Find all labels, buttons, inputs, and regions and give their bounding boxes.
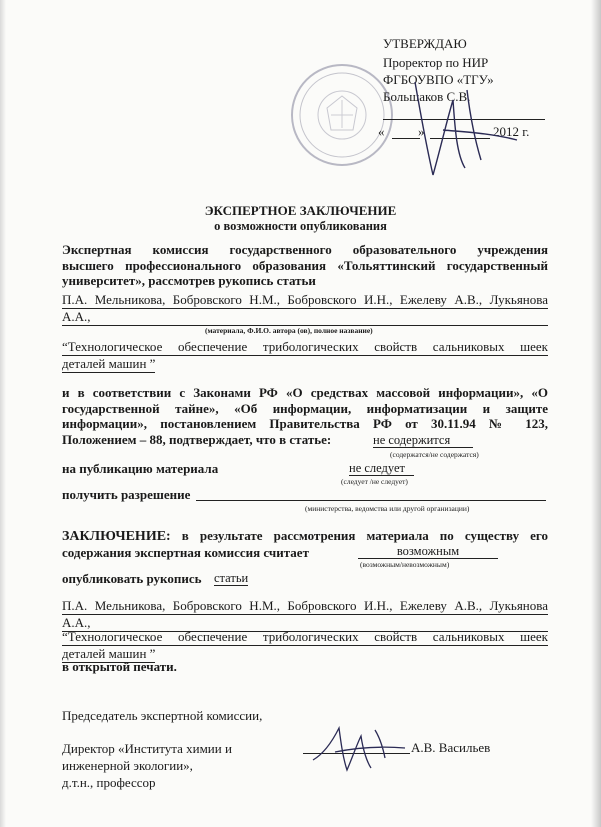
publication-value: не следует — [349, 461, 414, 476]
publish-value: статьи — [214, 571, 249, 585]
director-line-1: Директор «Института химии и — [62, 741, 232, 756]
publication-label: на публикацию материала — [62, 461, 219, 476]
permission-blank-line — [196, 500, 546, 501]
authors-line-1: П.А. Мельникова, Бобровского Н.М., Бобровского И.Н., Ежелеву А.В., Лукьянова — [62, 292, 548, 307]
publication-caption: (следует /не следует) — [341, 477, 408, 486]
contains-value: не содержится — [373, 433, 473, 448]
authors-block-1 — [62, 292, 548, 326]
article-title-line-2: деталей машин ” — [62, 356, 156, 371]
laws-paragraph — [62, 385, 548, 447]
article-title-line-1: “Технологическое обеспечение трибологических свойств сальниковых шеек — [62, 339, 548, 354]
laws-line-1: и в соответствии с Законами РФ «О средствах массовой информации», «О — [62, 385, 548, 400]
authors-line-1-repeat: П.А. Мельникова, Бобровского Н.М., Бобровского И.Н., Ежелеву А.В., Лукьянова — [62, 598, 548, 613]
commission-text — [62, 242, 548, 289]
article-title-line-1-repeat: “Технологическое обеспечение трибологических свойств сальниковых шеек — [62, 629, 548, 644]
article-title-block-2 — [62, 629, 548, 663]
left-edge-shadow — [0, 0, 6, 827]
possible-value: возможным — [358, 544, 498, 559]
permission-caption: (министерства, ведомства или другой организации) — [305, 504, 470, 513]
approver-organization: ФГБОУВПО «ТГУ» — [383, 72, 494, 87]
article-title-block-1 — [62, 339, 548, 373]
conclusion-line-1-text: в результате рассмотрения материала по существу его — [181, 528, 549, 543]
conclusion-line-2: содержания экспертная комиссия считает — [62, 545, 309, 560]
publish-label: опубликовать рукопись — [62, 571, 202, 586]
possible-caption: (возможным/невозможным) — [360, 560, 450, 569]
approver-position: Проректор по НИР — [383, 55, 489, 70]
article-title-line-2-repeat: деталей машин ” — [62, 646, 156, 661]
commission-line-2: высшего профессионального образования «Тольяттинский государственный — [62, 257, 548, 273]
conclusion-heading: ЗАКЛЮЧЕНИЕ: — [62, 529, 171, 544]
approver-name: Большаков С.В. — [383, 89, 471, 104]
date-open-quote: « — [378, 124, 385, 139]
open-press-text: в открытой печати. — [62, 659, 177, 674]
authors-block-2 — [62, 598, 548, 632]
director-name: А.В. Васильев — [411, 740, 491, 755]
commission-line-1: Экспертная комиссия государственного образовательного учреждения — [62, 242, 548, 257]
director-block — [62, 740, 282, 791]
director-line-3: д.т.н., профессор — [62, 775, 156, 790]
laws-line-3: информации», постановлением Правительства РФ от 30.11.94 № 123, — [62, 416, 548, 431]
document-title: ЭКСПЕРТНОЕ ЗАКЛЮЧЕНИЕ — [204, 203, 397, 218]
chairman-label: Председатель экспертной комиссии, — [62, 708, 263, 723]
authors-caption: (материала, Ф.И.О. автора (ов), полное название) — [205, 326, 373, 335]
approver-signature — [395, 70, 525, 190]
authors-line-2: А.А., — [62, 309, 548, 326]
permission-label: получить разрешение — [62, 487, 191, 502]
contains-caption: (содержатся/не содержатся) — [390, 450, 479, 459]
document-subtitle: о возможности опубликования — [214, 219, 387, 233]
conclusion-line-1 — [62, 528, 548, 545]
date-close-quote: » — [418, 124, 425, 139]
university-seal — [287, 60, 397, 170]
commission-line-3: университет», рассмотрев рукопись статьи — [62, 273, 316, 288]
date-year: 2012 г. — [493, 124, 530, 139]
authors-line-2-repeat: А.А., — [62, 615, 548, 632]
right-edge-shadow — [591, 0, 601, 827]
laws-line-2: государственной тайне», «Об информации, информатизации и защите — [62, 400, 548, 416]
director-line-2: инженерной экологии», — [62, 758, 193, 773]
approve-heading: УТВЕРЖДАЮ — [383, 36, 467, 51]
director-signature — [305, 718, 410, 778]
laws-line-4: Положением – 88, подтверждает, что в статье: — [62, 431, 332, 447]
